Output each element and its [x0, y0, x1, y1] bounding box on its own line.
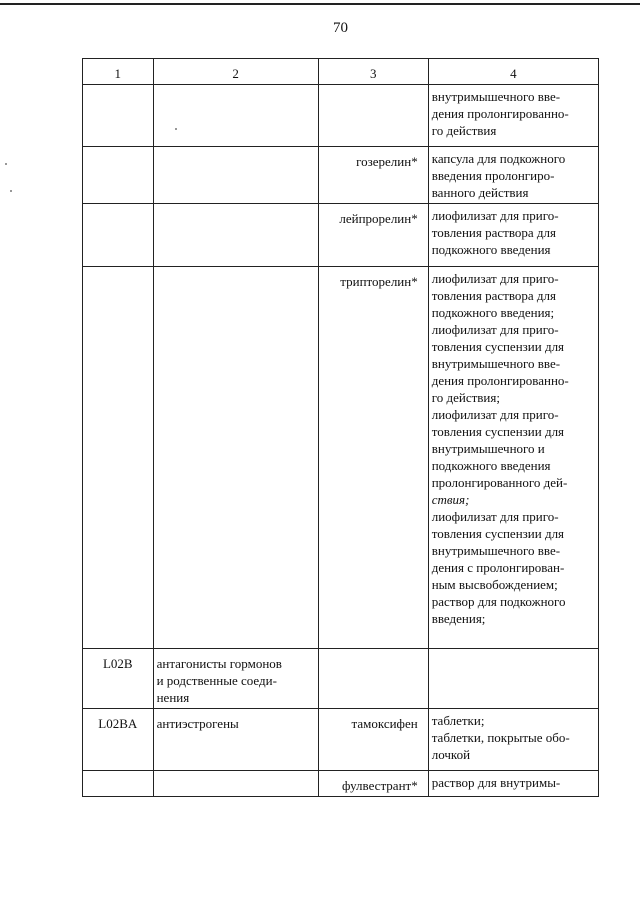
drug-name-cell	[318, 649, 428, 709]
dosage-form-line: внутримышечного вве-	[431, 543, 561, 558]
table-row	[83, 147, 599, 204]
atc-code-cell	[83, 267, 154, 649]
drug-name-cell: гозерелин*	[318, 147, 428, 204]
medication-table	[82, 58, 599, 797]
dosage-form-line: внутримышечного вве-	[431, 89, 561, 104]
table-row	[83, 85, 599, 147]
dosage-form-line: дения пролонгированно-	[431, 106, 569, 121]
group-name-line: антиэстрогены	[156, 716, 239, 731]
dosage-form-line: лиофилизат для приго-	[431, 271, 559, 286]
dosage-form-line: введения;	[431, 611, 486, 626]
dosage-form-line: лиофилизат для приго-	[431, 509, 559, 524]
group-name-cell	[153, 649, 318, 709]
group-name-cell	[153, 771, 318, 797]
dosage-form-line: дения с пролонгирован-	[431, 560, 565, 575]
dosage-form-cell	[428, 267, 598, 649]
dosage-form-cell	[428, 147, 598, 204]
column-header-2: 2	[153, 59, 318, 85]
dosage-form-line: пролонгированного дей-	[431, 475, 568, 490]
drug-name-cell: трипторелин*	[318, 267, 428, 649]
table-header-row	[83, 59, 599, 85]
dosage-form-line: ствия;	[431, 492, 470, 507]
dosage-form-cell	[428, 204, 598, 267]
group-name-cell	[153, 204, 318, 267]
table-body	[83, 85, 599, 797]
table-row	[83, 204, 599, 267]
atc-code-cell: L02BA	[83, 709, 154, 771]
table-row	[83, 649, 599, 709]
dosage-form-cell	[428, 649, 598, 709]
dosage-form-cell	[428, 771, 598, 797]
dosage-form-cell	[428, 85, 598, 147]
page-number: 70	[333, 20, 348, 36]
group-name-cell	[153, 147, 318, 204]
group-name-cell	[153, 709, 318, 771]
dosage-form-line: лиофилизат для приго-	[431, 322, 559, 337]
dosage-form-line: введения пролонгиро-	[431, 168, 555, 183]
dosage-form-line: ванного действия	[431, 185, 529, 200]
column-header-1: 1	[83, 59, 154, 85]
dosage-form-line: подкожного введения	[431, 242, 551, 257]
group-name-line: антагонисты гормонов	[156, 656, 282, 671]
dosage-form-line: внутримышечного и	[431, 441, 545, 456]
table-row	[83, 267, 599, 649]
dosage-form-line: раствор для подкожного	[431, 594, 566, 609]
dosage-form-line: ным высвобождением;	[431, 577, 558, 592]
dosage-form-line: подкожного введения	[431, 458, 551, 473]
dosage-form-line: лиофилизат для приго-	[431, 407, 559, 422]
drug-name-cell	[318, 85, 428, 147]
table-row	[83, 709, 599, 771]
atc-code-cell	[83, 204, 154, 267]
table-row	[83, 771, 599, 797]
dosage-form-line: подкожного введения;	[431, 305, 555, 320]
drug-name-cell: тамоксифен	[318, 709, 428, 771]
dosage-form-line: товления раствора для	[431, 288, 556, 303]
group-name-cell	[153, 267, 318, 649]
group-name-line: нения	[156, 690, 190, 705]
dosage-form-line: го действия	[431, 123, 497, 138]
atc-code-cell	[83, 771, 154, 797]
atc-code-cell	[83, 147, 154, 204]
dosage-form-line: товления суспензии для	[431, 424, 565, 439]
dosage-form-line: таблетки, покрытые обо-	[431, 730, 570, 745]
dosage-form-line: товления раствора для	[431, 225, 556, 240]
top-page-rule	[0, 3, 640, 5]
dosage-form-line: таблетки;	[431, 713, 485, 728]
scan-speck	[5, 163, 7, 165]
dosage-form-line: го действия;	[431, 390, 500, 405]
dosage-form-line: лиофилизат для приго-	[431, 208, 559, 223]
group-name-line: и родственные соеди-	[156, 673, 277, 688]
dosage-form-cell	[428, 709, 598, 771]
column-header-4: 4	[428, 59, 598, 85]
dosage-form-line: товления суспензии для	[431, 526, 565, 541]
dosage-form-line: внутримышечного вве-	[431, 356, 561, 371]
dosage-form-line: капсула для подкожного	[431, 151, 566, 166]
atc-code-cell: L02B	[83, 649, 154, 709]
drug-name-cell: фулвестрант*	[318, 771, 428, 797]
drug-name-cell: лейпрорелин*	[318, 204, 428, 267]
dosage-form-line: раствор для внутримы-	[431, 775, 561, 790]
column-header-3: 3	[318, 59, 428, 85]
dosage-form-line: дения пролонгированно-	[431, 373, 569, 388]
dosage-form-line: товления суспензии для	[431, 339, 565, 354]
group-name-cell	[153, 85, 318, 147]
dosage-form-line: лочкой	[431, 747, 471, 762]
atc-code-cell	[83, 85, 154, 147]
scan-speck	[10, 190, 12, 192]
